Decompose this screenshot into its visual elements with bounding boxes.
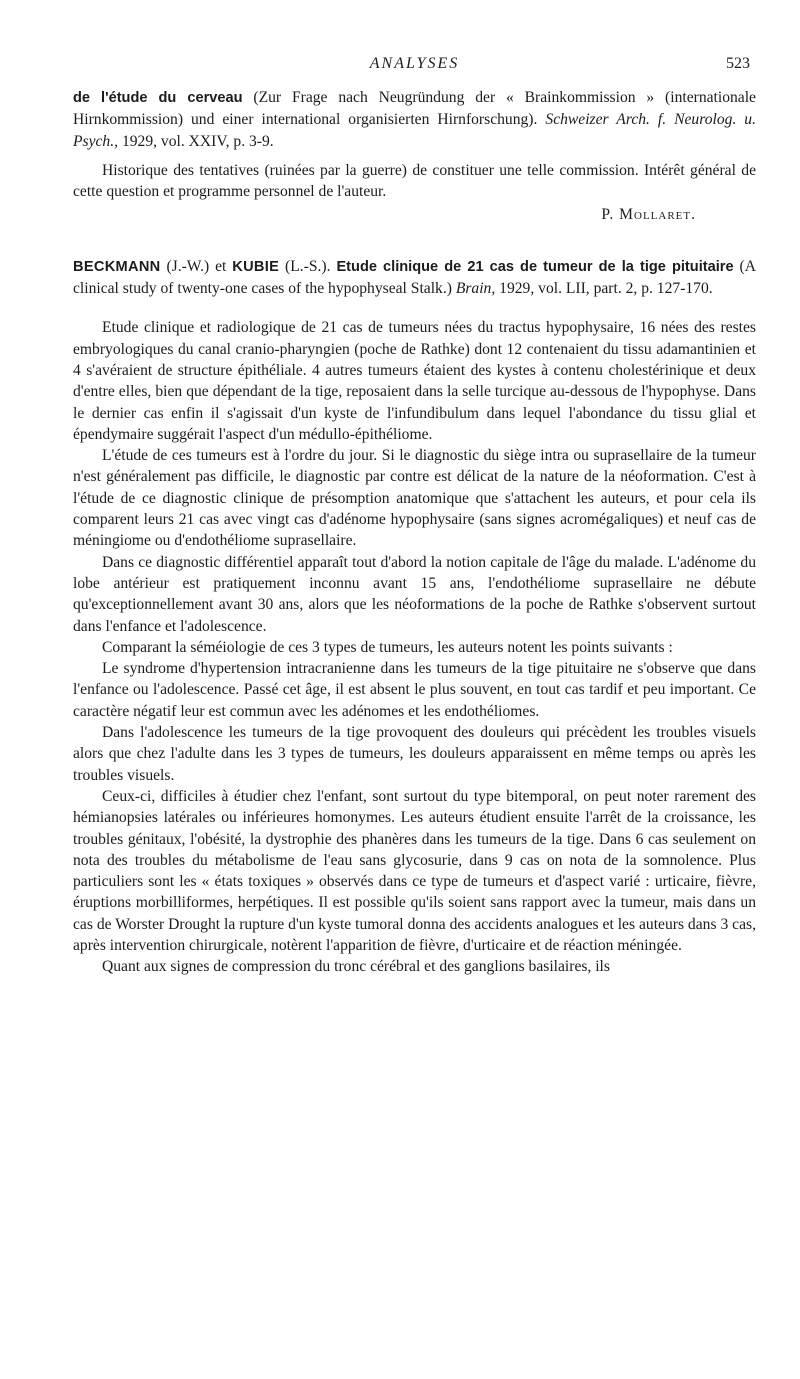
publication-details: 1929, vol. LII, part. 2, p. 127-170.: [499, 280, 713, 298]
body-paragraph: Dans ce diagnostic différentiel apparaît tout d'abord la notion capitale de l'âge du malade. L'adénome du lobe antérieur est pratiquement inconnu avant 15 ans, l'endothéliome suprasellaire ne débute qu'exceptionnellement avant 30 ans, alors que les néoformations de la poche de Rathke s'observent surtout dans l'enfance et l'adolescence.: [73, 553, 756, 635]
reviewer-signature: P. Mollaret.: [601, 206, 696, 224]
entry-brain-commission: [73, 87, 756, 226]
entry-pituitary-stalk: [73, 256, 756, 978]
english-title: (A clinical study of twenty-one cases of the hypophyseal Stalk.): [73, 257, 756, 298]
body-paragraph: Dans l'adolescence les tumeurs de la tige provoquent des douleurs qui précèdent les troubles visuels alors que chez l'adulte dans les 3 types de tumeurs, les douleurs apparaissent en même temps ou après les troubles visuels.: [73, 724, 756, 784]
entry-citation: [73, 256, 756, 300]
body-paragraph: Quant aux signes de compression du tronc cérébral et des ganglions basilaires, ils: [102, 958, 610, 976]
author-initials: (L.-S.).: [285, 257, 331, 275]
entry-title: de l'étude du cerveau: [73, 90, 243, 106]
body-paragraph: Comparant la séméiologie de ces 3 types de tumeurs, les auteurs notent les points suivants :: [102, 638, 673, 656]
author-name: KUBIE: [232, 258, 280, 275]
entry-citation-text: (Zur Frage nach Neugründung der « Brainkommission » (internationale Hirnkommission) und einer international organisierten Hirnforschung).: [73, 89, 756, 129]
entry-summary: Historique des tentatives (ruinées par la guerre) de constituer une telle commission. Intérêt général de cette question et programme personnel de l'auteur.: [73, 161, 756, 201]
body-paragraph: Le syndrome d'hypertension intracranienne dans les tumeurs de la tige pituitaire ne s'observe que dans l'enfance ou l'adolescence. Passé cet âge, il est absent le plus souvent, en tout cas tardif et peu important. Ce caractère négatif leur est commun avec les adénomes et les endothéliomes.: [73, 660, 756, 720]
publication-details: 1929, vol. XXIV, p. 3-9.: [121, 132, 274, 150]
running-title: ANALYSES: [369, 55, 460, 72]
page-number: 523: [726, 55, 750, 72]
running-header: [73, 0, 756, 70]
author-initials: (J.-W.) et: [166, 257, 227, 275]
body-paragraph: Ceux-ci, difficiles à étudier chez l'enfant, sont surtout du type bitemporal, on peut noter rarement des hémianopsies latérales ou inférieures homonymes. Les auteurs étudient ensuite l'arrêt de la croissance, les troubles génitaux, l'obésité, la dystrophie des phanères dans les tumeurs de la tige. Dans 6 cas seulement on nota des troubles du métabolisme de l'eau sans glycosurie, dans 9 cas on nota de la somnolence. Plus particuliers sont les « états toxiques » observés dans ce type de tumeurs et d'aspect varié : urticaire, fièvre, éruptions morbilliformes, herpétiques. Il est possible qu'ils soient sans rapport avec la tumeur, mais dans un cas de Worster Drought la rupture d'un kyste tumoral donna des accidents analogues et les auteurs dans 3 cas, après intervention chirurgicale, notèrent l'apparition de fièvre, d'urticaire et de réaction méningée.: [73, 787, 756, 954]
journal-name: Schweizer Arch. f. Neurolog. u. Psych.,: [73, 111, 757, 150]
journal-name: Brain,: [455, 280, 496, 298]
author-name: BECKMANN: [73, 258, 161, 275]
entry-title: Etude clinique de 21 cas de tumeur de la tige pituitaire: [336, 258, 734, 275]
body-paragraph: Etude clinique et radiologique de 21 cas de tumeurs nées du tractus hypophysaire, 16 nées des restes embryologiques du canal cranio-pharyngien (poche de Rathke) dont 12 contenaient du tissu adamantinien et 4 s'avéraient de structure épithéliale. 4 autres tumeurs étaient des kystes à contenu cholestérinique et deux d'entre elles, bien que dépendant de la tige, reposaient dans la selle turcique au-dessous de l'hypophyse. Dans le dernier cas enfin il s'agissait d'un kyste de l'infundibulum dans lequel l'abondance du tissu glial et épendymaire suggérait l'aspect d'un médullo-épithéliome.: [73, 319, 756, 443]
body-paragraph: L'étude de ces tumeurs est à l'ordre du jour. Si le diagnostic du siège intra ou suprasellaire de la tumeur n'est généralement pas difficile, le diagnostic par contre est délicat de la nature de la néoformation. C'est à l'étude de ce diagnostic clinique de présomption anatomique que s'attachent les auteurs, et pour cela ils comparent leurs 21 cas avec vingt cas d'adénome hypophysaire (sans signes acromégaliques) et neuf cas de méningiome ou d'endothéliome suprasellaire.: [73, 447, 756, 550]
entry-citation: [73, 87, 756, 152]
